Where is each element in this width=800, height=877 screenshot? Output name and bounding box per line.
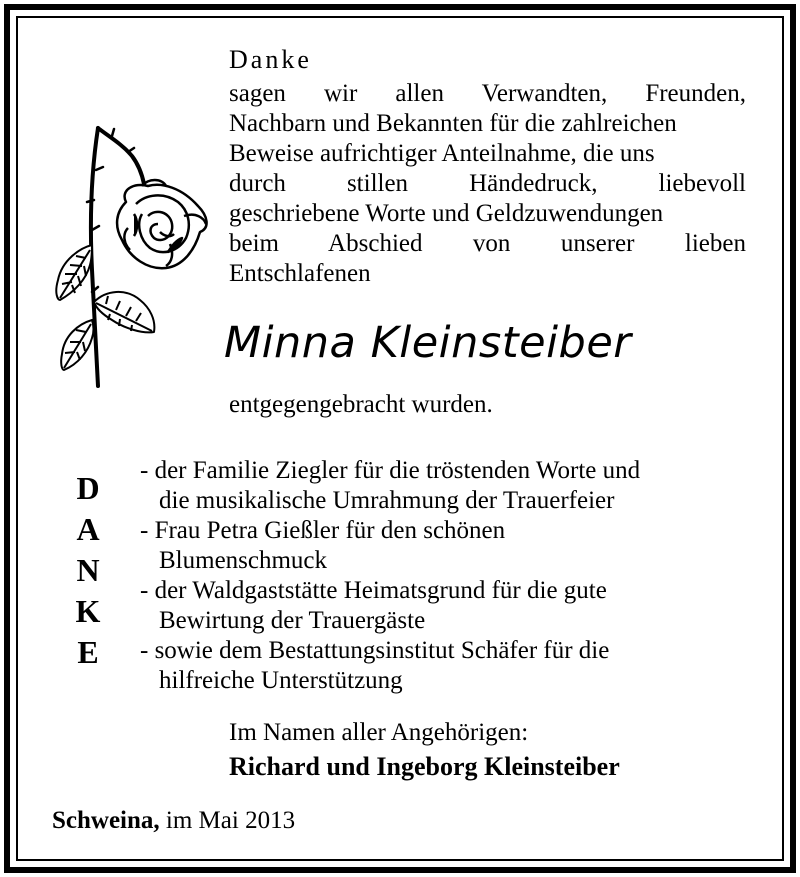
thanks-line: die musikalische Umrahmung der Trauerfeier	[159, 487, 615, 514]
intro-line: Nachbarn und Bekannten für die zahlreichen	[229, 110, 677, 137]
thanks-line: Bewirtung der Trauergäste	[159, 607, 426, 634]
intro-line: geschriebene Worte und Geldzuwendungen	[229, 200, 664, 227]
thanks-item	[140, 576, 740, 636]
vertical-letter: E	[77, 634, 99, 670]
intro-line: sagen wir allen Verwandten, Freunden,	[229, 80, 746, 107]
thanks-line: - der Familie Ziegler für die tröstenden Worte und	[140, 457, 641, 484]
thanks-line: - Frau Petra Gießler für den schönen	[140, 517, 506, 544]
intro-line: Entschlafenen	[229, 260, 371, 287]
intro-paragraph	[229, 79, 746, 289]
thanks-list	[140, 456, 740, 696]
thanks-line: - der Waldgaststätte Heimatsgrund für die gute	[140, 577, 607, 604]
place-date	[52, 806, 295, 836]
vertical-letter: K	[75, 593, 101, 629]
intro-line: Beweise aufrichtiger Anteilnahme, die uns	[229, 140, 655, 167]
signoff-label: Im Namen aller Angehörigen:	[229, 719, 529, 746]
signoff-names: Richard und Ingeborg Kleinsteiber	[229, 752, 620, 781]
vertical-letter: D	[76, 470, 100, 506]
deceased-name: Minna Kleinsteiber	[224, 318, 632, 368]
thanks-line: - sowie dem Bestattungsinstitut Schäfer für die	[140, 637, 610, 664]
thanks-line: hilfreiche Unterstützung	[159, 667, 403, 694]
date: im Mai 2013	[165, 807, 296, 834]
vertical-letter: N	[76, 552, 100, 588]
intro-line: beim Abschied von unserer lieben	[229, 230, 746, 257]
vertical-danke	[68, 468, 108, 673]
thanks-item	[140, 516, 740, 576]
thanks-item	[140, 636, 740, 696]
heading-danke: Danke	[229, 45, 312, 74]
vertical-letter: A	[76, 511, 100, 547]
place: Schweina,	[52, 807, 160, 834]
thanks-item	[140, 456, 740, 516]
intro-line: durch stillen Händedruck, liebevoll	[229, 170, 746, 197]
outro-text: entgegengebracht wurden.	[229, 391, 493, 418]
wilted-rose-icon	[50, 120, 220, 392]
thanks-line: Blumenschmuck	[159, 547, 328, 574]
